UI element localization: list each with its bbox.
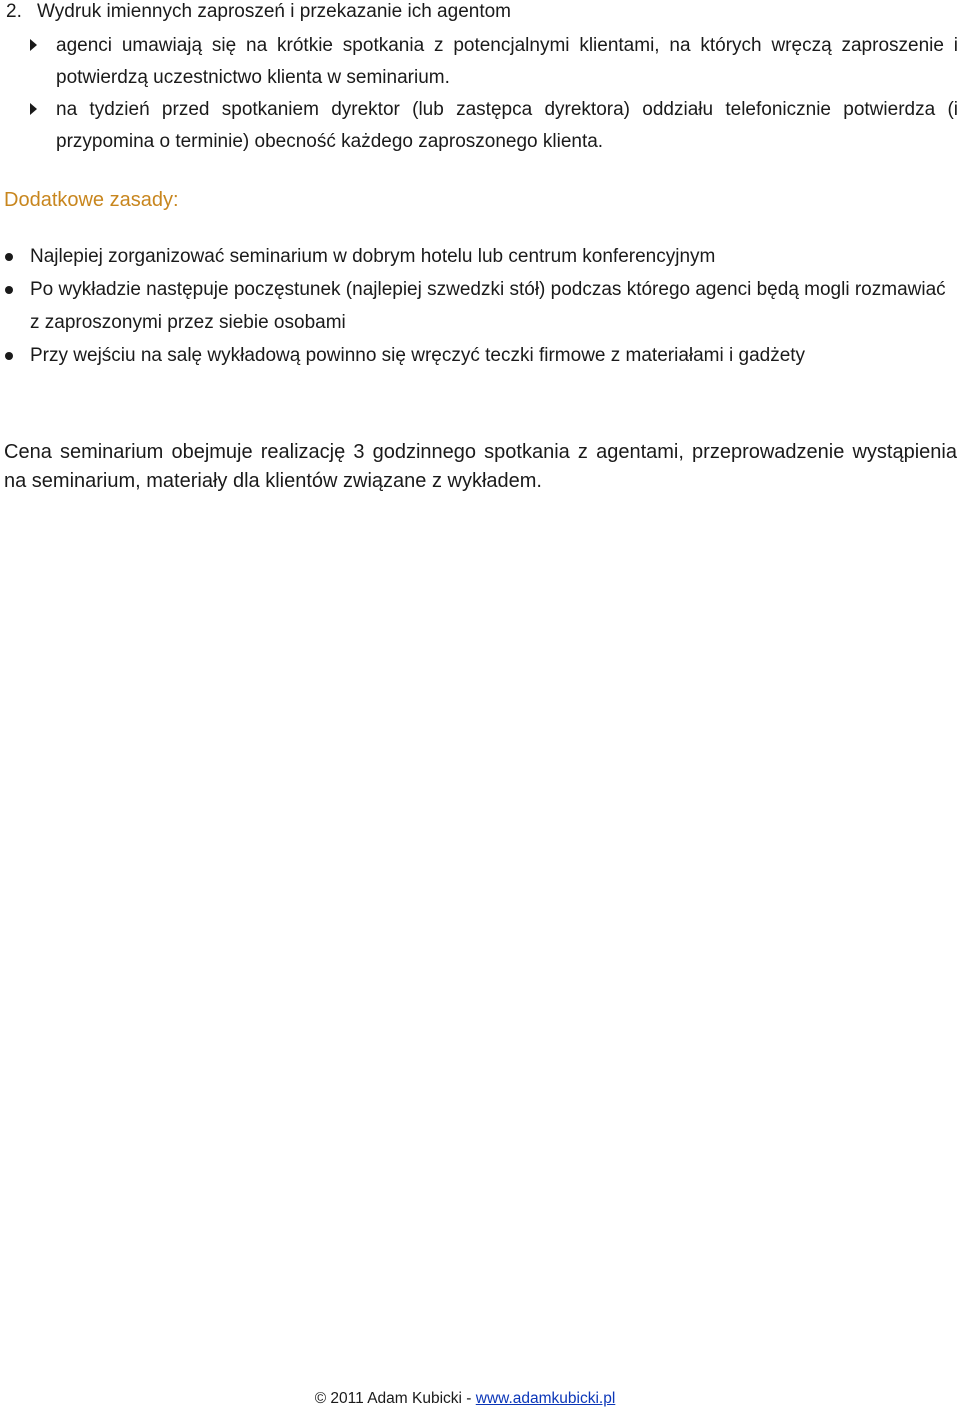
triangle-bullet-icon bbox=[30, 103, 37, 115]
price-paragraph: Cena seminarium obejmuje realizację 3 godzinnego spotkania z agentami, przeprowadzenie wystąpienia na seminarium, materiały dla klientów związane z wykładem. bbox=[4, 441, 957, 492]
section-title: Wydruk imiennych zaproszeń i przekazanie ich agentom bbox=[37, 1, 511, 22]
section-heading bbox=[6, 0, 946, 24]
bullet-dot-icon bbox=[5, 286, 13, 294]
list-item bbox=[0, 30, 960, 94]
footer-copyright: © 2011 Adam Kubicki - bbox=[314, 1390, 476, 1407]
list-item-text: Przy wejściu na salę wykładową powinno się wręczyć teczki firmowe z materiałami i gadżety bbox=[30, 345, 806, 366]
list-item bbox=[0, 273, 960, 339]
rules-heading: Dodatkowe zasady: bbox=[4, 189, 179, 211]
list-item-text: Po wykładzie następuje poczęstunek (najlepiej szwedzki stół) podczas którego agenci będą mogli rozmawiać z zaproszonymi przez siebie osobami bbox=[30, 279, 946, 333]
section-list bbox=[0, 30, 960, 158]
footer-website-link[interactable]: www.adamkubicki.pl bbox=[475, 1390, 616, 1407]
list-item-text: na tydzień przed spotkaniem dyrektor (lub zastępca dyrektora) oddziału telefonicznie potwierdza (i przypomina o terminie) obecność każdego zaproszonego klienta. bbox=[56, 99, 958, 152]
list-item-text: agenci umawiają się na krótkie spotkania z potencjalnymi klientami, na których wręczą zaproszenie i potwierdzą uczestnictwo klienta w seminarium. bbox=[56, 35, 958, 88]
section-number: 2. bbox=[6, 1, 22, 22]
bullet-dot-icon bbox=[5, 352, 13, 360]
list-item bbox=[0, 240, 960, 273]
rules-list bbox=[0, 240, 960, 372]
bullet-dot-icon bbox=[5, 253, 13, 261]
list-item bbox=[0, 94, 960, 158]
triangle-bullet-icon bbox=[30, 39, 37, 51]
page-footer bbox=[0, 1388, 930, 1410]
list-item bbox=[0, 339, 960, 372]
list-item-text: Najlepiej zorganizować seminarium w dobrym hotelu lub centrum konferencyjnym bbox=[30, 246, 716, 267]
